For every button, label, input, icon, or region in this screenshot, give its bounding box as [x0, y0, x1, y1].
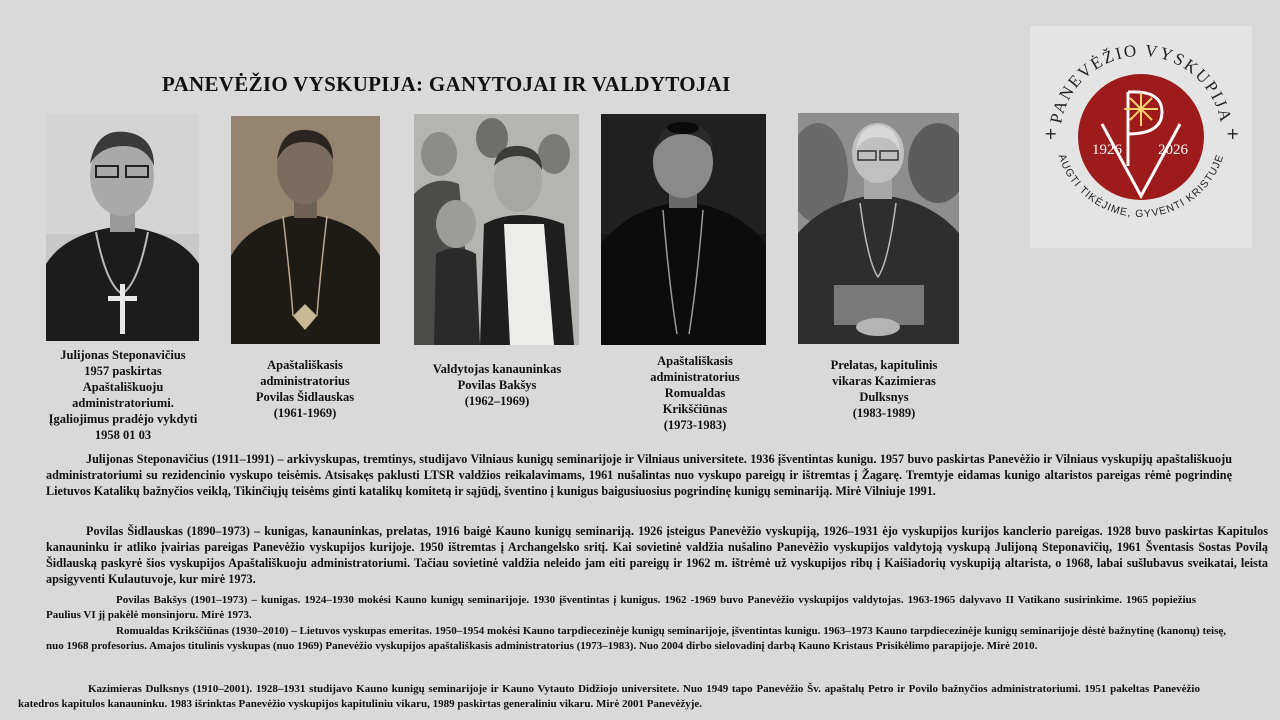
logo-ring-text: PANEVĖŽIO VYSKUPIJA	[1046, 40, 1236, 126]
caption-sidlauskas: Apaštališkasis administratorius Povilas Šidlauskas (1961-1969)	[255, 358, 355, 420]
logo-year-end: 2026	[1158, 142, 1188, 158]
portrait-kriksciunas	[601, 114, 766, 345]
logo-cross-right-icon: +	[1226, 124, 1240, 143]
caption-baksys: Valdytojas kanauninkas Povilas Bakšys (1962–1969)	[432, 362, 562, 408]
caption-krikssciunas: Apaštališkasis administratorius Romualdas Krikščiūnas (1973-1983)	[650, 354, 740, 432]
portrait-dulksnys	[798, 113, 959, 344]
bio-dulksnys: Kazimieras Dulksnys (1910–2001). 1928–1931 studijavo Kauno kunigų seminarijoje ir Kauno Vytauto Didžiojo universitete. Nuo 1949 tapo Panevėžio Šv. apaštalų Petro ir Povilo bažnyčios administratoriumi. 1951 pakeltas Panevėžio katedros kapitulos kanauninku. 1983 išrinktas Panevėžio vyskupijos kapituliniu vikaru, 1989 paskirtas generaliniu vikaru. Mirė 2001 Panevėžyje.	[18, 683, 1200, 710]
portrait-steponavicius	[46, 114, 199, 341]
portrait-baksys	[414, 114, 579, 345]
diocese-logo	[1030, 26, 1252, 248]
bio-sidlauskas: Povilas Šidlauskas (1890–1973) – kunigas, kanauninkas, prelatas, 1916 baigė Kauno kunigų seminariją. 1926 įsteigus Panevėžio vyskupiją, 1926–1931 ėjo vyskupijos kurijos kanclerio pareigas. 1928 buvo paskirtas Kapitulos kanauninku ir atliko įvairias pareigas Panevėžio vyskupijos kurijoje. 1950 ištremtas į Archangelsko sritį. Kai sovietinė valdžia nušalino Panevėžio vyskupijos valdytoją vyskupą Julijoną Steponavičių, 1961 Šventasis Sostas Povilą Šidlauską paskyrė šios vyskupijos Apaštališkuoju administratoriumi. Tačiau sovietinė valdžia neleido jam eiti pareigų ir 1962 m. ištrėmė už vyskupijos ribų į Kaišiadorių vyskupiją altarista, o 1968, labai sušlubavus sveikatai, leista apsigyventi Kulautuvoje, kur mirė 1973.	[46, 524, 1268, 586]
caption-steponavicius: Julijonas Steponavičius 1957 paskirtas Apaštališkuoju administratoriumi. Įgaliojimus pradėjo vykdyti 1958 01 03	[48, 348, 198, 442]
logo-year-start: 1926	[1092, 142, 1122, 158]
caption-dulksnys: Prelatas, kapitulinis vikaras Kazimieras Dulksnys (1983-1989)	[830, 358, 938, 420]
bio-steponavicius: Julijonas Steponavičius (1911–1991) – arkivyskupas, tremtinys, studijavo Vilniaus kunigų seminarijoje ir Vilniaus universitete. 1936 įšventintas kunigu. 1957 buvo paskirtas Panevėžio ir Vilniaus vyskupijų apaštališkuoju administratoriumi su rezidencinio vyskupo teisėmis. Atsisakęs paklusti LTSR valdžios reikalavimams, 1961 nušalintas nuo vyskupo pareigų ir ištremtas į Žagarę. Tremtyje eidamas kunigo altaristos pareigas rėmė pogrindinę Lietuvos Katalikų bažnyčios veiklą, Tikinčiųjų teisėms ginti katalikų komitetą ir sąjūdį, šventino į kunigus baigusiuosius pogrindinę kunigų seminariją. Mirė Vilniuje 1991.	[46, 452, 1232, 498]
logo-cross-left-icon: +	[1044, 124, 1058, 143]
bio-krikssciunas: Romualdas Krikščiūnas (1930–2010) – Lietuvos vyskupas emeritas. 1950–1954 mokėsi Kauno tarpdiecezinėje kunigų seminarijoje, įšventintas kunigu. 1963–1973 Kauno tarpdiecezinėje kunigų seminarijoje dėstė bažnytinę (kanonų) teisę, nuo 1968 profesorius. Amajos titulinis vyskupas (nuo 1969) Panevėžio vyskupijos apaštališkasis administratorius (1973–1983). Nuo 2004 dirbo sielovadinį darbą Kauno Kristaus Prisikėlimo parapijoje. Mirė 2010.	[46, 625, 1226, 652]
portrait-sidlauskas	[231, 116, 380, 344]
bio-baksys: Povilas Bakšys (1901–1973) – kunigas. 1924–1930 mokėsi Kauno kunigų seminarijoje. 1930 įšventintas į kunigus. 1962 -1969 buvo Panevėžio vyskupijos valdytojas. 1963-1965 dalyvavo II Vatikano susirinkime. 1965 popiežius Paulius VI jį pakėlė monsinjoru. Mirė 1973.	[46, 594, 1196, 621]
logo-motto: AUGTI TIKĖJIME, GYVENTI KRISTUJE	[1055, 152, 1227, 220]
page-title: PANEVĖŽIO VYSKUPIJA: GANYTOJAI IR VALDYTOJAI	[162, 72, 731, 96]
